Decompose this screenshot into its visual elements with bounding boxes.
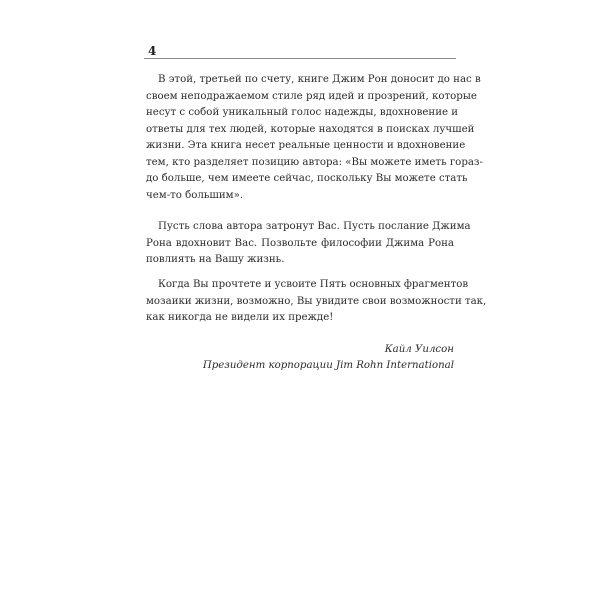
paragraph-2 bbox=[146, 219, 471, 269]
paragraph-line: тем, кто разделяет позицию автора: «Вы можете иметь гораз- bbox=[146, 156, 483, 168]
paragraph-line: жизни. Эта книга несет реальные ценности и вдохновение bbox=[146, 140, 466, 151]
signature-title: Президент корпорации Jim Rohn International bbox=[202, 360, 454, 371]
paragraph-line: своем неподражаемом стиле ряд идей и прозрений, которые bbox=[146, 90, 477, 102]
paragraph-line: повлиять на Вашу жизнь. bbox=[146, 254, 285, 265]
paragraph-line: В этой, третьей по счету, книге Джим Рон доносит до нас в bbox=[158, 74, 481, 85]
signature-name: Кайл Уилсон bbox=[384, 344, 454, 355]
paragraph-line: Пусть слова автора затронут Вас. Пусть послание Джима bbox=[158, 221, 471, 232]
page-number: 4 bbox=[148, 44, 157, 58]
paragraph-line: ответы для тех людей, которые находятся в поисках лучшей bbox=[146, 123, 475, 135]
header-rule bbox=[144, 58, 456, 59]
paragraph-line: Когда Вы прочтете и усвоите Пять основных фрагментов bbox=[158, 279, 469, 290]
paragraph-line: Рона вдохновит Вас. Позвольте философии Джима Рона bbox=[146, 237, 454, 249]
paragraph-1 bbox=[146, 72, 483, 204]
paragraph-3 bbox=[146, 277, 487, 327]
paragraph-line: чем-то большим». bbox=[146, 189, 244, 201]
paragraph-line: до больше, чем имеете сейчас, поскольку Вы можете стать bbox=[146, 173, 468, 184]
paragraph-line: как никогда не видели их прежде! bbox=[146, 312, 334, 323]
paragraph-line: несут с собой уникальный голос надежды, вдохновение и bbox=[146, 107, 459, 118]
paragraph-line: мозаики жизни, возможно, Вы увидите свои возможности так, bbox=[146, 295, 487, 307]
